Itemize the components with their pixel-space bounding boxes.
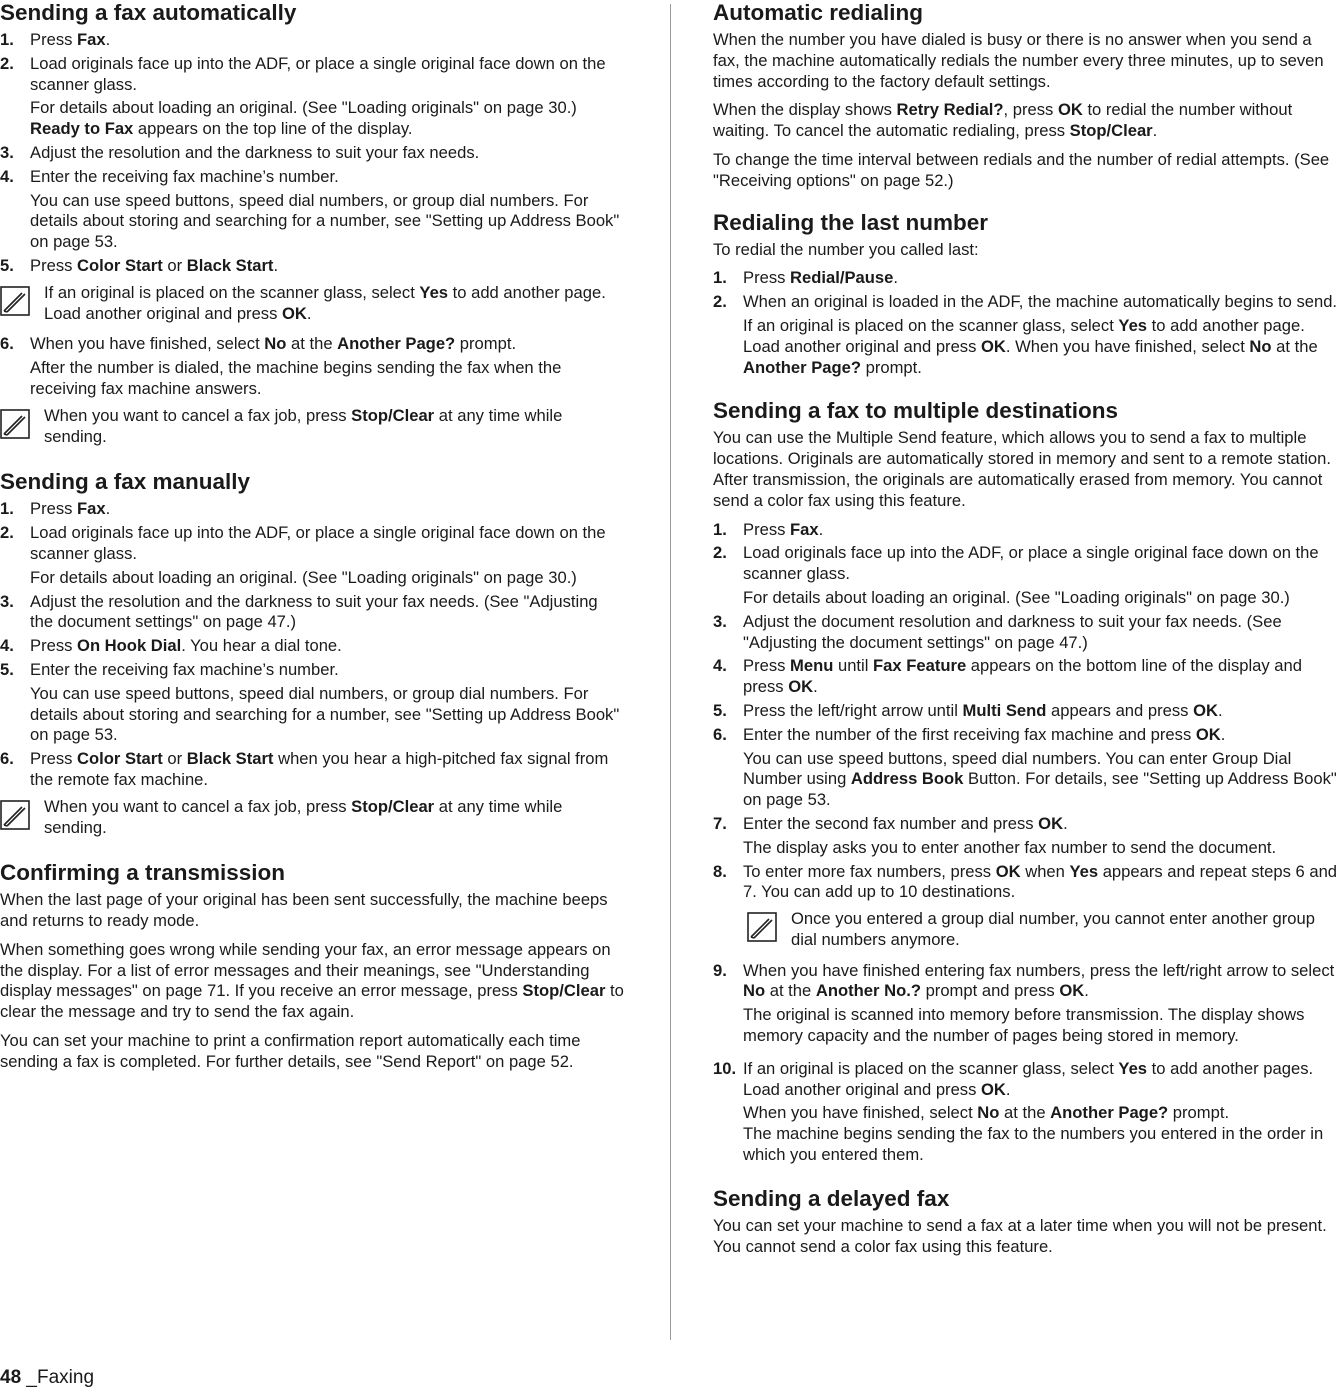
list-item: 4. Press Menu until Fax Feature appears on the bottom line of the display and press OK. <box>713 656 1302 697</box>
page-footer: 48 _Faxing <box>0 1367 95 1388</box>
note-pencil-icon <box>0 286 30 316</box>
heading-delayed-fax: Sending a delayed fax <box>713 1185 950 1211</box>
paragraph: To change the time interval between redials and the number of redial attempts. (See "Receiving options" on page 52.) <box>713 149 1330 190</box>
list-item: 1. Press Fax. <box>713 519 824 539</box>
list-item: 8. To enter more fax numbers, press OK when Yes appears and repeat steps 6 and 7. You can add up to 10 destinations. <box>713 861 1338 902</box>
manual-steps <box>0 499 624 790</box>
paragraph: When something goes wrong while sending your fax, an error message appears on the display. For a list of error messages and their meanings, see "Understanding display messages" on page 71. If you receive an error message, press Stop/Clear to clear the message and try to send the fax again. <box>0 939 624 1022</box>
list-item: 6. Enter the number of the first receiving fax machine and press OK. You can use speed buttons, speed dial numbers. You can enter Group Dial Number using Address Book Button. For details, see "Setting up Address Book" on page 53. <box>713 724 1337 810</box>
list-item: 1. Press Fax. <box>0 499 111 519</box>
list-item: 7. Enter the second fax number and press OK. The display asks you to enter another fax number to send the document. <box>713 813 1277 857</box>
section-name: Faxing <box>37 1367 95 1388</box>
list-item: 5. Press the left/right arrow until Multi Send appears and press OK. <box>713 700 1223 720</box>
list-item: 1. Press Redial/Pause. <box>713 268 898 288</box>
paragraph: To redial the number you called last: <box>713 239 979 259</box>
list-item: 5. Enter the receiving fax machine’s number. You can use speed buttons, speed dial numbers, or group dial numbers. For details about storing and searching for a number, see "Setting up Address Book" on page 53. <box>0 659 620 745</box>
list-item: 1. Press Fax. <box>0 30 111 49</box>
list-item: 4. Press On Hook Dial. You hear a dial tone. <box>0 636 342 656</box>
auto-steps-cont <box>0 334 624 399</box>
heading-sending-manually: Sending a fax manually <box>0 469 251 495</box>
left-column <box>0 0 624 1081</box>
list-item: 2. Load originals face up into the ADF, or place a single original face down on the scanner glass. For details about loading an original. (See "Loading originals" on page 30.) Ready to Fax appears on the top line of the display. <box>0 53 606 139</box>
heading-automatic-redialing: Automatic redialing <box>713 0 924 25</box>
list-item: 2. Load originals face up into the ADF, or place a single original face down on the scanner glass. For details about loading an original. (See "Loading originals" on page 30.) <box>0 523 606 587</box>
heading-confirming-transmission: Confirming a transmission <box>0 860 286 886</box>
list-item: 3. Adjust the resolution and the darkness to suit your fax needs. <box>0 142 480 162</box>
column-divider <box>670 4 671 1340</box>
right-column <box>713 0 1339 1265</box>
note-pencil-icon <box>0 409 30 439</box>
note-pencil-icon <box>0 800 30 830</box>
list-item: 2. When an original is loaded in the ADF, the machine automatically begins to send. If an original is placed on the scanner glass, select Yes to add another page. Load another original and press OK. When you have finished, select No at the Another Page? prompt. <box>713 292 1338 377</box>
page-number: 48 <box>0 1367 22 1388</box>
paragraph: When the last page of your original has been sent successfully, the machine beeps and returns to ready mode. <box>0 890 608 931</box>
redial-steps <box>713 268 1339 378</box>
auto-steps <box>0 30 624 277</box>
list-item: 9. When you have finished entering fax numbers, press the left/right arrow to select No at the Another No.? prompt and press OK. The original is scanned into memory before transmission. The display shows memory capacity and the number of pages being stored in memory. <box>713 960 1335 1046</box>
multi-steps <box>713 520 1339 904</box>
list-item: 6. Press Color Start or Black Start when you hear a high-pitched fax signal from the remote fax machine. <box>0 749 609 789</box>
paragraph: You can use the Multiple Send feature, which allows you to send a fax to multiple locations. Originals are automatically stored in memory and sent to a remote station. After transmission, the originals are automatically erased from memory. You cannot send a color fax using this feature. <box>713 428 1331 510</box>
heading-multiple-destinations: Sending a fax to multiple destinations <box>713 398 1119 424</box>
paragraph: You can set your machine to send a fax at a later time when you will not be present. You cannot send a color fax using this feature. <box>713 1215 1327 1256</box>
heading-sending-automatically: Sending a fax automatically <box>0 0 297 25</box>
paragraph: You can set your machine to print a confirmation report automatically each time sending a fax is completed. For further details, see "Send Report" on page 52. <box>0 1031 581 1071</box>
multi-steps-cont <box>713 961 1339 1166</box>
list-item: 5. Press Color Start or Black Start. <box>0 255 279 275</box>
list-item: 10. If an original is placed on the scanner glass, select Yes to add another pages. Load another original and press OK. When you have finished, select No at the Another Page? prompt. The machine begins sending the fax to the numbers you entered in the order in which you entered them. <box>713 1058 1324 1165</box>
list-item: 3. Adjust the resolution and the darkness to suit your fax needs. (See "Adjusting the document settings" on page 47.) <box>0 591 598 632</box>
list-item: 3. Adjust the document resolution and darkness to suit your fax needs. (See "Adjusting the document settings" on page 47.) <box>713 611 1282 652</box>
note-pencil-icon <box>747 912 777 942</box>
paragraph: When the number you have dialed is busy or there is no answer when you send a fax, the machine automatically redials the number every three minutes, up to seven times according to the factory default settings. <box>713 30 1324 91</box>
note: If an original is placed on the scanner glass, select Yes to add another page. Load another original and press OK. <box>0 283 624 325</box>
list-item: 4. Enter the receiving fax machine’s number. You can use speed buttons, speed dial numbers, or group dial numbers. For details about storing and searching for a number, see "Setting up Address Book" on page 53. <box>0 166 620 252</box>
note: Once you entered a group dial number, you cannot enter another group dial numbers anymore. <box>747 909 1339 951</box>
note: When you want to cancel a fax job, press Stop/Clear at any time while sending. <box>0 797 624 839</box>
heading-redialing-last-number: Redialing the last number <box>713 209 989 235</box>
list-item: 2. Load originals face up into the ADF, or place a single original face down on the scanner glass. For details about loading an original. (See "Loading originals" on page 30.) <box>713 543 1319 607</box>
list-item: 6. When you have finished, select No at the Another Page? prompt. After the number is dialed, the machine begins sending the fax when the receiving fax machine answers. <box>0 334 562 398</box>
note: When you want to cancel a fax job, press Stop/Clear at any time while sending. <box>0 406 624 448</box>
paragraph: When the display shows Retry Redial?, press OK to redial the number without waiting. To cancel the automatic redialing, press Stop/Clear. <box>713 100 1293 141</box>
